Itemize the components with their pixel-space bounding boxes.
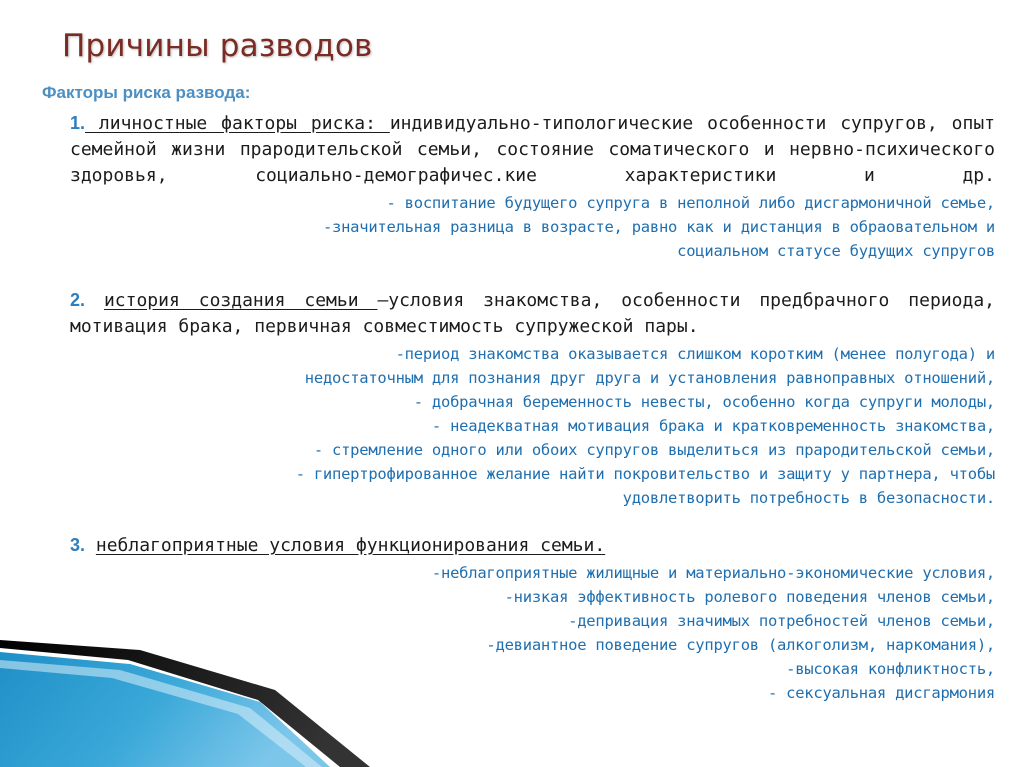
section-family-history [70,287,995,510]
sub-item: - воспитание будущего супруга в неполной либо дисгармоничной семье, [386,194,995,212]
sub-item: -депривация значимых потребностей членов семьи, [568,612,995,630]
sub-item: - добрачная беременность невесты, особенно когда супруги молоды, [413,393,995,411]
section-heading: неблагоприятные условия функционирования семьи. [95,535,606,556]
sub-item: недостаточным для познания друг друга и установления равноправных отношений, [304,369,995,387]
sub-items-list [70,561,995,705]
sub-item: - стремление одного или обоих супругов выделиться из прародительской семьи, [313,441,995,459]
spacer [70,263,995,287]
section-heading: история создания семьи [103,290,378,311]
section-number: 2. [70,290,86,310]
sub-item: -период знакомства оказывается слишком коротким (менее полугода) и [395,345,995,363]
sub-item: - неадекватная мотивация брака и кратковременность знакомства, [431,417,995,435]
sub-item: -девиантное поведение супругов (алкоголизм, наркомания), [486,636,995,654]
sub-item: удовлетворить потребность в безопасности. [622,489,995,507]
section-description: —условия знакомства, особенности предбрачного периода, мотивация брака, первичная совместимость супружеской пары. [70,290,996,337]
slide-title: Причины разводов [62,28,373,64]
slide-subtitle: Факторы риска развода: [42,83,251,102]
sub-items-list [70,342,995,510]
sub-item: - гипертрофированное желание найти покровительство и защиту у партнера, чтобы [295,465,995,483]
section-number: 1. [70,113,86,133]
sub-items-list [70,191,995,263]
sub-item: -значительная разница в возрасте, равно как и дистанция в обраовательном и [322,218,995,236]
section-personal-factors [70,110,995,263]
spacer [70,510,995,532]
section-family-conditions [70,532,995,705]
sub-item: - сексуальная дисгармония [767,684,995,702]
content-area [70,110,995,705]
sub-item: -неблагоприятные жилищные и материально-экономические условия, [431,564,995,582]
sub-item: -низкая эффективность ролевого поведения членов семьи, [504,588,995,606]
section-main-text [70,110,995,189]
section-main-text [70,532,995,559]
section-number: 3. [70,535,86,555]
section-heading: личностные факторы риска: [85,113,390,134]
sub-item: социальном статусе будущих супругов [677,242,995,260]
sub-item: -высокая конфликтность, [786,660,995,678]
section-description: индивидуально-типологические особенности супругов, опыт семейной жизни прародительской семьи, состояние соматического и нервно-психического здоровья, социально-демографичес.кие характеристики и др. [70,113,995,186]
section-main-text [70,287,995,340]
